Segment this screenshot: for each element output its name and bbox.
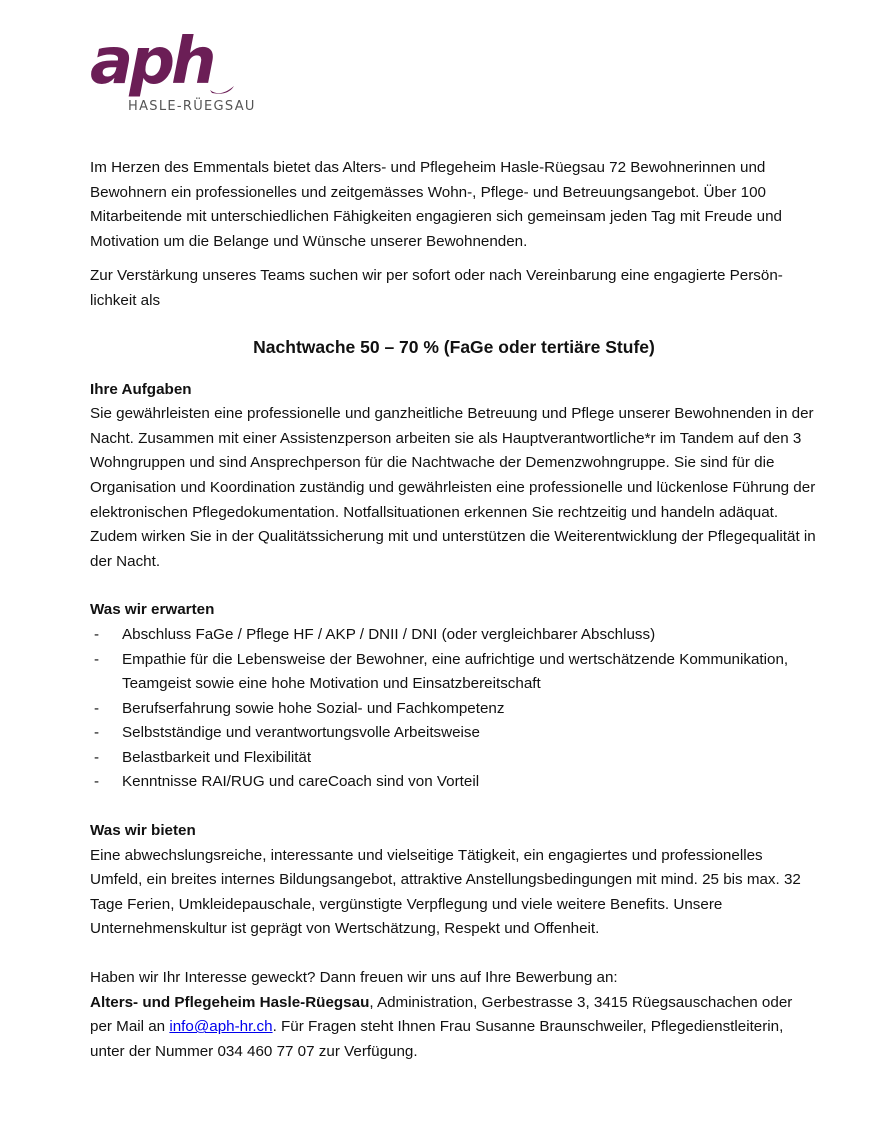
logo-swoosh-icon [208,82,238,98]
contact-address: , Administration, Gerbestrasse 3, 3415 Rüegsauschachen oder per Mail an [90,993,793,1036]
list-item: - Selbstständige und verantwortungsvolle Arbeitsweise [90,721,818,746]
offer-text: Eine abwechslungsreiche, interessante und vielseitige Tätigkeit, ein engagiertes und professionelles Umfeld, ein breites internes Bildungsangebot, attraktive Anstellungsbedingungen mit mind. 25 bis max. 32 Tage Ferien, Umkleidepauschale, vergünstigte Verpflegung und viele weitere Benefits. Unsere Unternehmenskultur ist geprägt von Wertschätzung, Respekt und Offenheit. [90,846,801,938]
expectations-heading: Was wir erwarten [90,601,215,619]
expectations-list [90,623,818,795]
contact-intro: Haben wir Ihr Interesse geweckt? Dann freuen wir uns auf Ihre Bewerbung an: [90,969,618,987]
company-logo [90,25,280,120]
bullet-dash-icon: - [94,650,100,668]
bullet-dash-icon: - [94,625,100,643]
bullet-dash-icon: - [94,748,100,766]
intro-paragraph: Im Herzen des Emmentals bietet das Alters- und Pflegeheim Hasle-Rüegsau 72 Bewohnerinnen und Bewohnern ein professionelles und zeitgemässes Wohn-, Pflege- und Betreuungsangebot. Über 100 Mitarbeitende mit unterschiedlichen Fähigkeiten engagieren sich gemeinsam jeden Tag mit Freude und Motivation um die Belange und Wünsche unserer Bewohnenden. [90,159,782,250]
list-item: - Kenntnisse RAI/RUG und careCoach sind von Vorteil [90,770,818,795]
tasks-heading: Ihre Aufgaben [90,380,192,398]
list-item: - Belastbarkeit und Flexibilität [90,746,818,771]
contact-details [90,991,818,1065]
job-posting [90,156,818,1064]
organization-name: Alters- und Pflegeheim Hasle-Rüegsau [90,993,370,1011]
list-item: - Berufserfahrung sowie hohe Sozial- und Fachkompetenz [90,697,818,722]
logo-subtitle: HASLE-RÜEGSAU [128,99,256,114]
bullet-dash-icon: - [94,699,100,717]
list-item: - Abschluss FaGe / Pflege HF / AKP / DNII / DNI (oder vergleichbarer Abschluss) [90,623,818,648]
email-link[interactable]: info@aph-hr.ch [169,1018,273,1036]
job-title: Nachtwache 50 – 70 % (FaGe oder tertiäre Stufe) [253,336,655,357]
bullet-dash-icon: - [94,724,100,742]
tasks-text: Sie gewährleisten eine professionelle und ganzheitliche Betreuung und Pflege unserer Bewohnenden in der Nacht. Zusammen mit einer Assistenzperson arbeiten sie als Hauptverantwortliche*r im Tandem auf den 3 Wohngruppen und sind Ansprechperson für die Nachtwache der Demenzwohngruppe. Sie sind für die Organisation und Koordination zuständig und gewährleisten eine professionelle und lückenlose Führung der elektronischen Pflegedokumentation. Notfallsituationen erkennen Sie rechtzeitig und handeln adäquat. Zudem wirken Sie in der Qualitätssicherung mit und unterstützen die Weiterentwicklung der Pflegequalität in der Nacht. [90,405,816,570]
intro-search-paragraph: Zur Verstärkung unseres Teams suchen wir per sofort oder nach Vereinbarung eine engagierte Persönlichkeit als [90,267,783,309]
contact-closing: . Für Fragen steht Ihnen Frau Susanne Braunschweiler, Pflegedienstleiterin, unter der Nummer 034 460 77 07 zur Verfügung. [90,1018,784,1060]
bullet-dash-icon: - [94,773,100,791]
logo-wordmark: aph [90,25,213,99]
offer-heading: Was wir bieten [90,822,196,840]
list-item: - Empathie für die Lebensweise der Bewohner, eine aufrichtige und wertschätzende Kommunikation, Teamgeist sowie eine hohe Motivation und Einsatzbereitschaft [90,648,818,697]
